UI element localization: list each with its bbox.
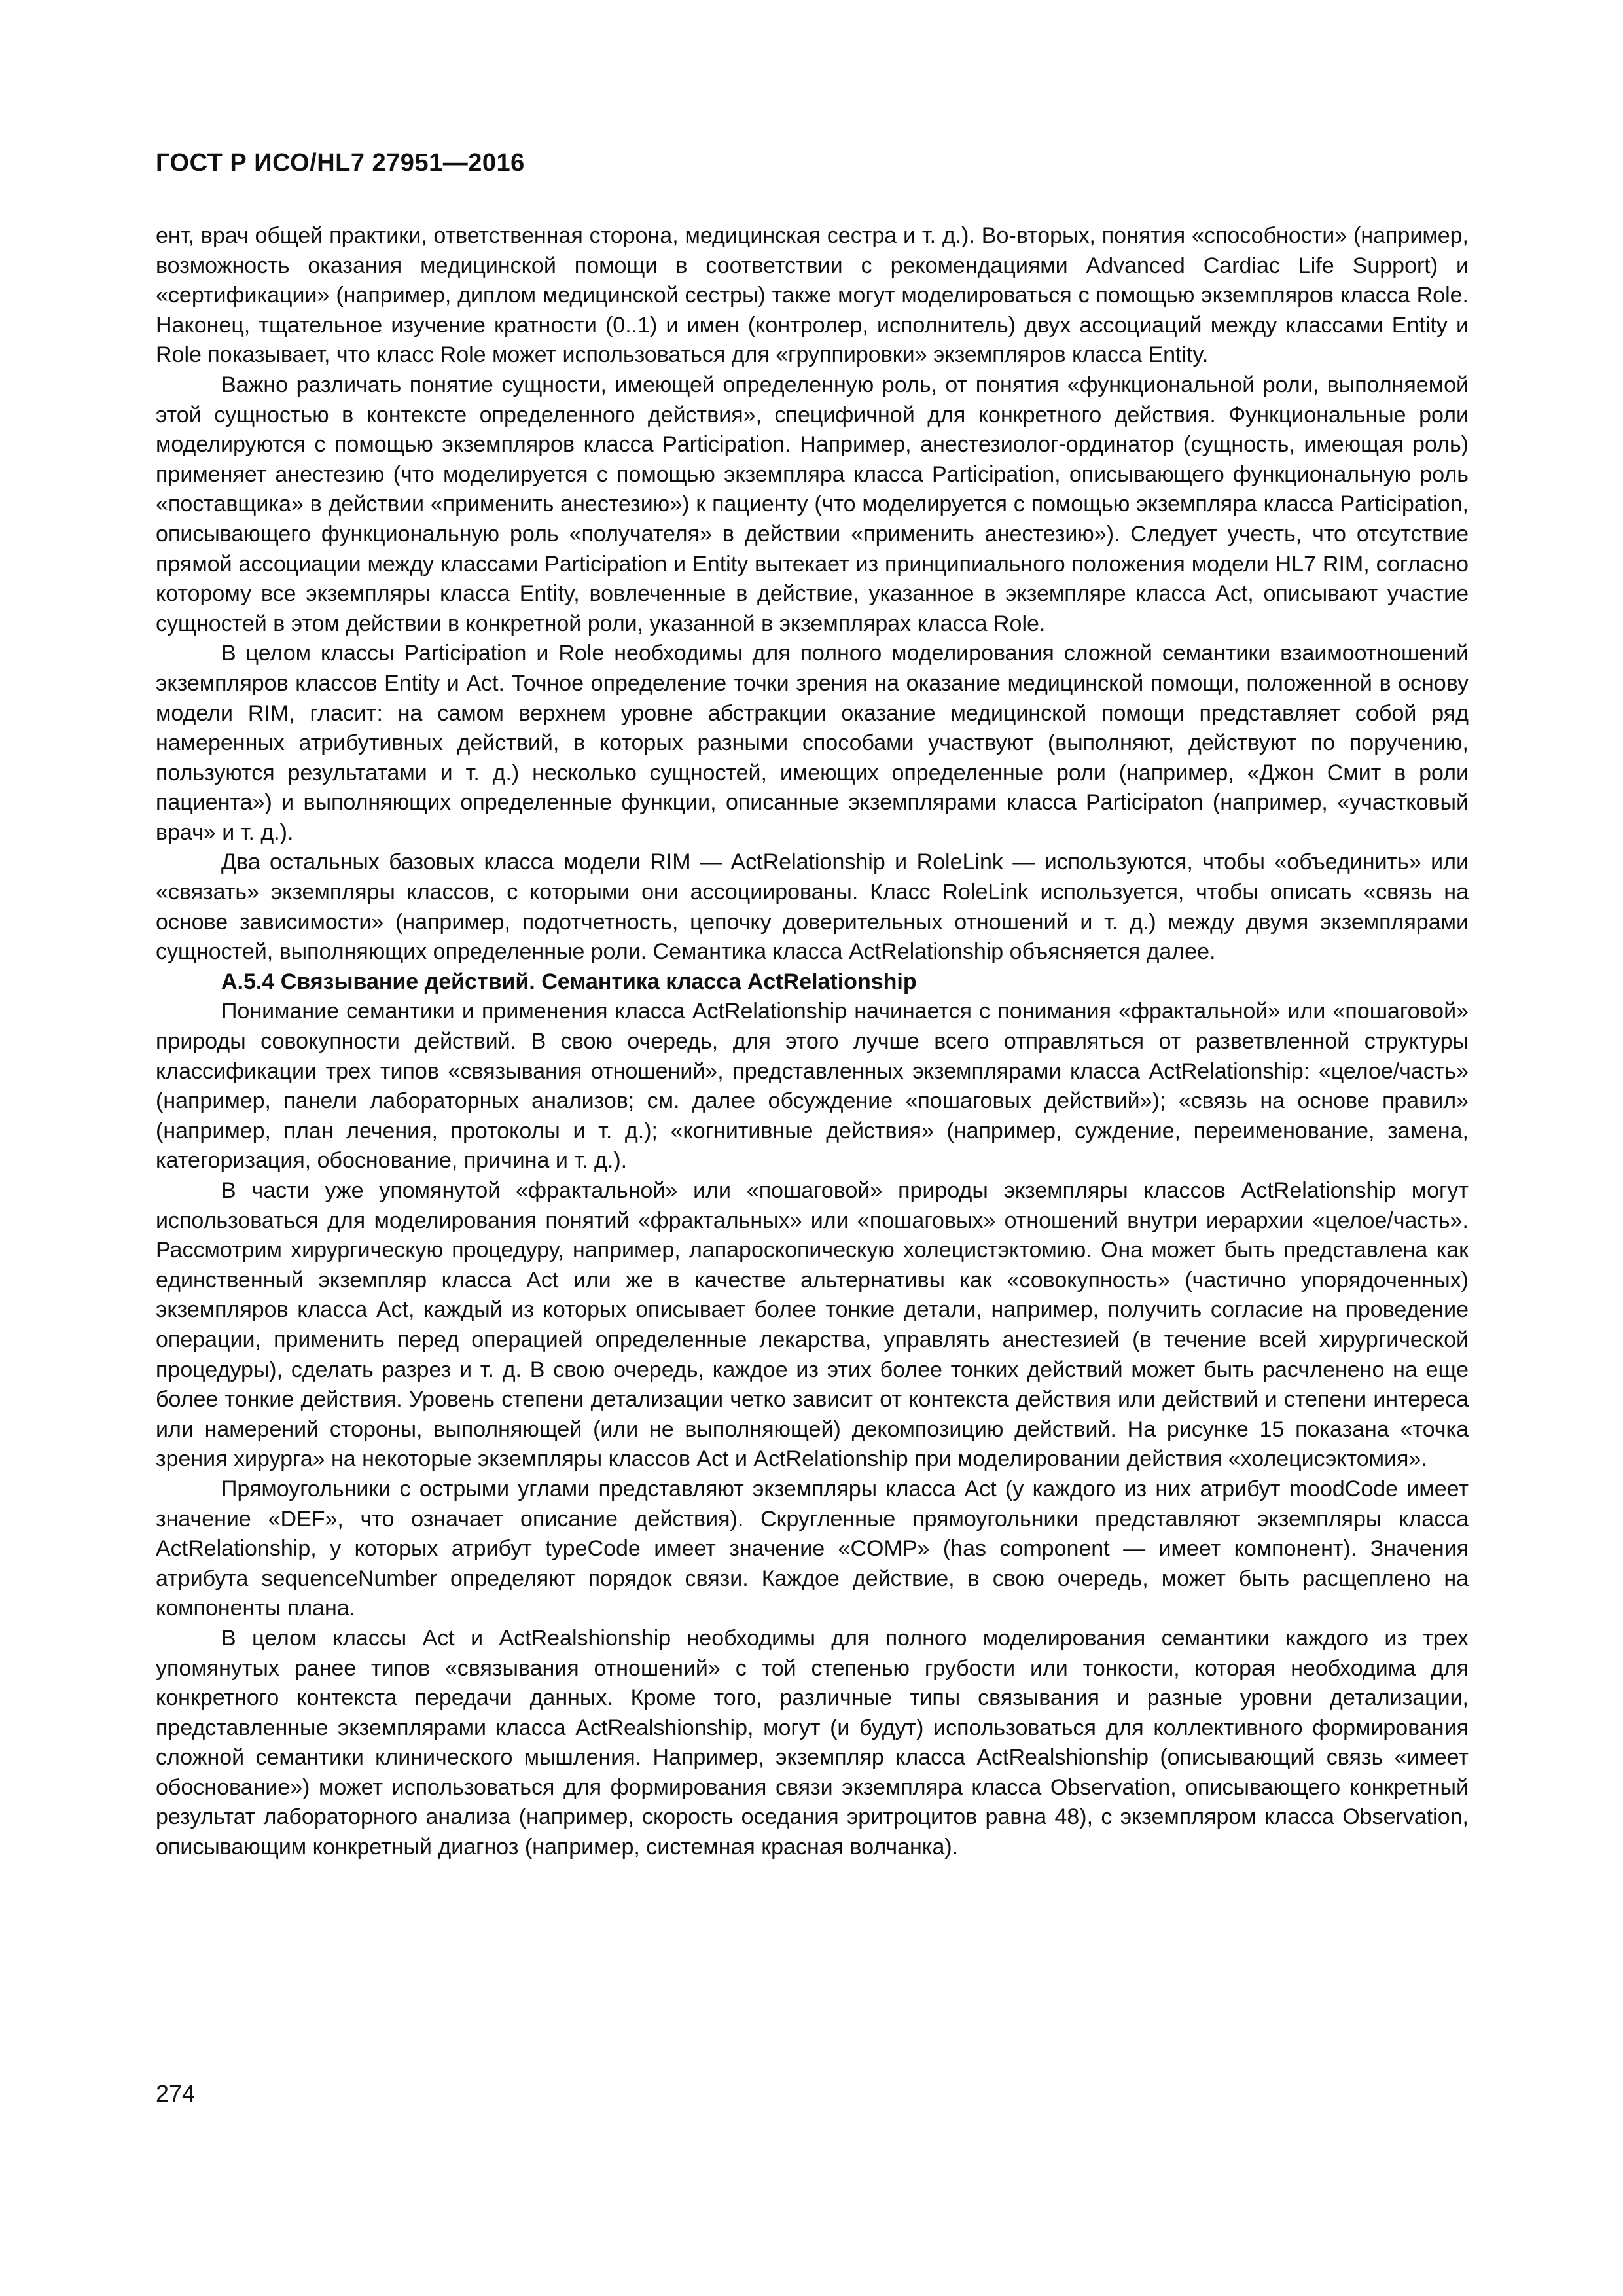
document-header: ГОСТ Р ИСО/HL7 27951—2016 — [156, 149, 525, 177]
document-body — [156, 221, 1469, 1863]
paragraph: Важно различать понятие сущности, имеющей определенную роль, от понятия «функциональной роли, выполняемой этой сущностью в контексте определенного действия», специфичной для конкретного действия. Функциональные роли моделируются с помощью экземпляров класса Participation. Например, анестезиолог-ординатор (сущность, имеющая роль) применяет анестезию (что моделируется с помощью экземпляра класса Participation, описывающего функциональную роль «поставщика» в действии «применить анестезию») к пациенту (что моделируется с помощью экземпляра класса Participation, описывающего функциональную роль «получателя» в действии «применить анестезию»). Следует учесть, что отсутствие прямой ассоциации между классами Participation и Entity вытекает из принципиального положения модели HL7 RIM, согласно которому все экземпляры класса Entity, вовлеченные в действие, указанное в экземпляре класса Act, описывают участие сущностей в этом действии в конкретной роли, указанной в экземплярах класса Role. — [156, 372, 1469, 636]
paragraph: Понимание семантики и применения класса ActRelationship начинается с понимания «фрактальной» или «пошаговой» природы совокупности действий. В свою очередь, для этого лучше всего отправляться от разветвленной структуры классификации трех типов «связывания отношений», представленных экземплярами класса ActRelationship: «целое/часть» (например, панели лабораторных анализов; см. далее обсуждение «пошаговых действий»); «связь на основе правил» (например, план лечения, протоколы и т. д.); «когнитивные действия» (например, суждение, переименование, замена, категоризация, обоснование, причина и т. д.). — [156, 999, 1469, 1174]
page-number: 274 — [156, 2080, 196, 2107]
paragraph: В части уже упомянутой «фрактальной» или «пошаговой» природы экземпляры классов ActRelationship могут использоваться для моделирования понятий «фрактальных» или «пошаговых» отношений внутри иерархии «целое/часть». Рассмотрим хирургическую процедуру, например, лапароскопическую холецистэктомию. Она может быть представлена как единственный экземпляр класса Act или же в качестве альтернативы как «совокупность» (частично упорядоченных) экземпляров класса Act, каждый из которых описывает более тонкие детали, например, получить согласие на проведение операции, применить перед операцией определенные лекарства, управлять анестезией (в течение всей хирургической процедуры), сделать разрез и т. д. В свою очередь, каждое из этих более тонких действий может быть расчленено на еще более тонкие действия. Уровень степени детализации четко зависит от контекста действия или действий и степени интереса или намерений стороны, выполняющей (или не выполняющей) декомпозицию действий. На рисунке 15 показана «точка зрения хирурга» на некоторые экземпляры классов Act и ActRelationship при моделировании действия «холецисэктомия». — [156, 1178, 1469, 1472]
paragraph: В целом классы Participation и Role необходимы для полного моделирования сложной семантики взаимоотношений экземпляров классов Entity и Act. Точное определение точки зрения на оказание медицинской помощи, положенной в основу модели RIM, гласит: на самом верхнем уровне абстракции оказание медицинской помощи представляет собой ряд намеренных атрибутивных действий, в которых разными способами участвуют (выполняют, действуют по поручению, пользуются результатами и т. д.) несколько сущностей, имеющих определенные роли (например, «Джон Смит в роли пациента») и выполняющих определенные функции, описанные экземплярами класса Participaton (например, «участковый врач» и т. д.). — [156, 641, 1469, 845]
section-heading: А.5.4 Связывание действий. Семантика класса ActRelationship — [221, 969, 917, 994]
paragraph: Два остальных базовых класса модели RIM — ActRelationship и RoleLink — используются, чтобы «объединить» или «связать» экземпляры классов, с которыми они ассоциированы. Класс RoleLink используется, чтобы описать «связь на основе зависимости» (например, подотчетность, цепочку доверительных отношений и т. д.) между двумя экземплярами сущностей, выполняющих определенные роли. Семантика класса ActRelationship объясняется далее. — [156, 850, 1469, 965]
paragraph: ент, врач общей практики, ответственная сторона, медицинская сестра и т. д.). Во-вторых, понятия «способности» (например, возможность оказания медицинской помощи в соответствии с рекомендациями Advanced Cardiac Life Support) и «сертификации» (например, диплом медицинской сестры) также могут моделироваться с помощью экземпляров класса Role. Наконец, тщательное изучение кратности (0..1) и имен (контролер, исполнитель) двух ассоциаций между классами Entity и Role показывает, что класс Role может использоваться для «группировки» экземпляров класса Entity. — [156, 223, 1469, 368]
paragraph: Прямоугольники с острыми углами представляют экземпляры класса Act (у каждого из них атрибут moodCode имеет значение «DEF», что означает описание действия). Скругленные прямоугольники представляют экземпляры класса ActRelationship, у которых атрибут typeCode имеет значение «COMP» (has component — имеет компонент). Значения атрибута sequenceNumber определяют порядок связи. Каждое действие, в свою очередь, может быть расщеплено на компоненты плана. — [156, 1476, 1469, 1621]
paragraph: В целом классы Act и ActRealshionship необходимы для полного моделирования семантики каждого из трех упомянутых ранее типов «связывания отношений» с той степенью грубости или тонкости, которая необходима для конкретного контекста передачи данных. Кроме того, различные типы связывания и разные уровни детализации, представленные экземплярами класса ActRealshionship, могут (и будут) использоваться для коллективного формирования сложной семантики клинического мышления. Например, экземпляр класса ActRealshionship (описывающий связь «имеет обоснование») может использоваться для формирования связи экземпляра класса Observation, описывающего конкретный результат лабораторного анализа (например, скорость оседания эритроцитов равна 48), с экземпляром класса Observation, описывающим конкретный диагноз (например, системная красная волчанка). — [156, 1625, 1469, 1860]
